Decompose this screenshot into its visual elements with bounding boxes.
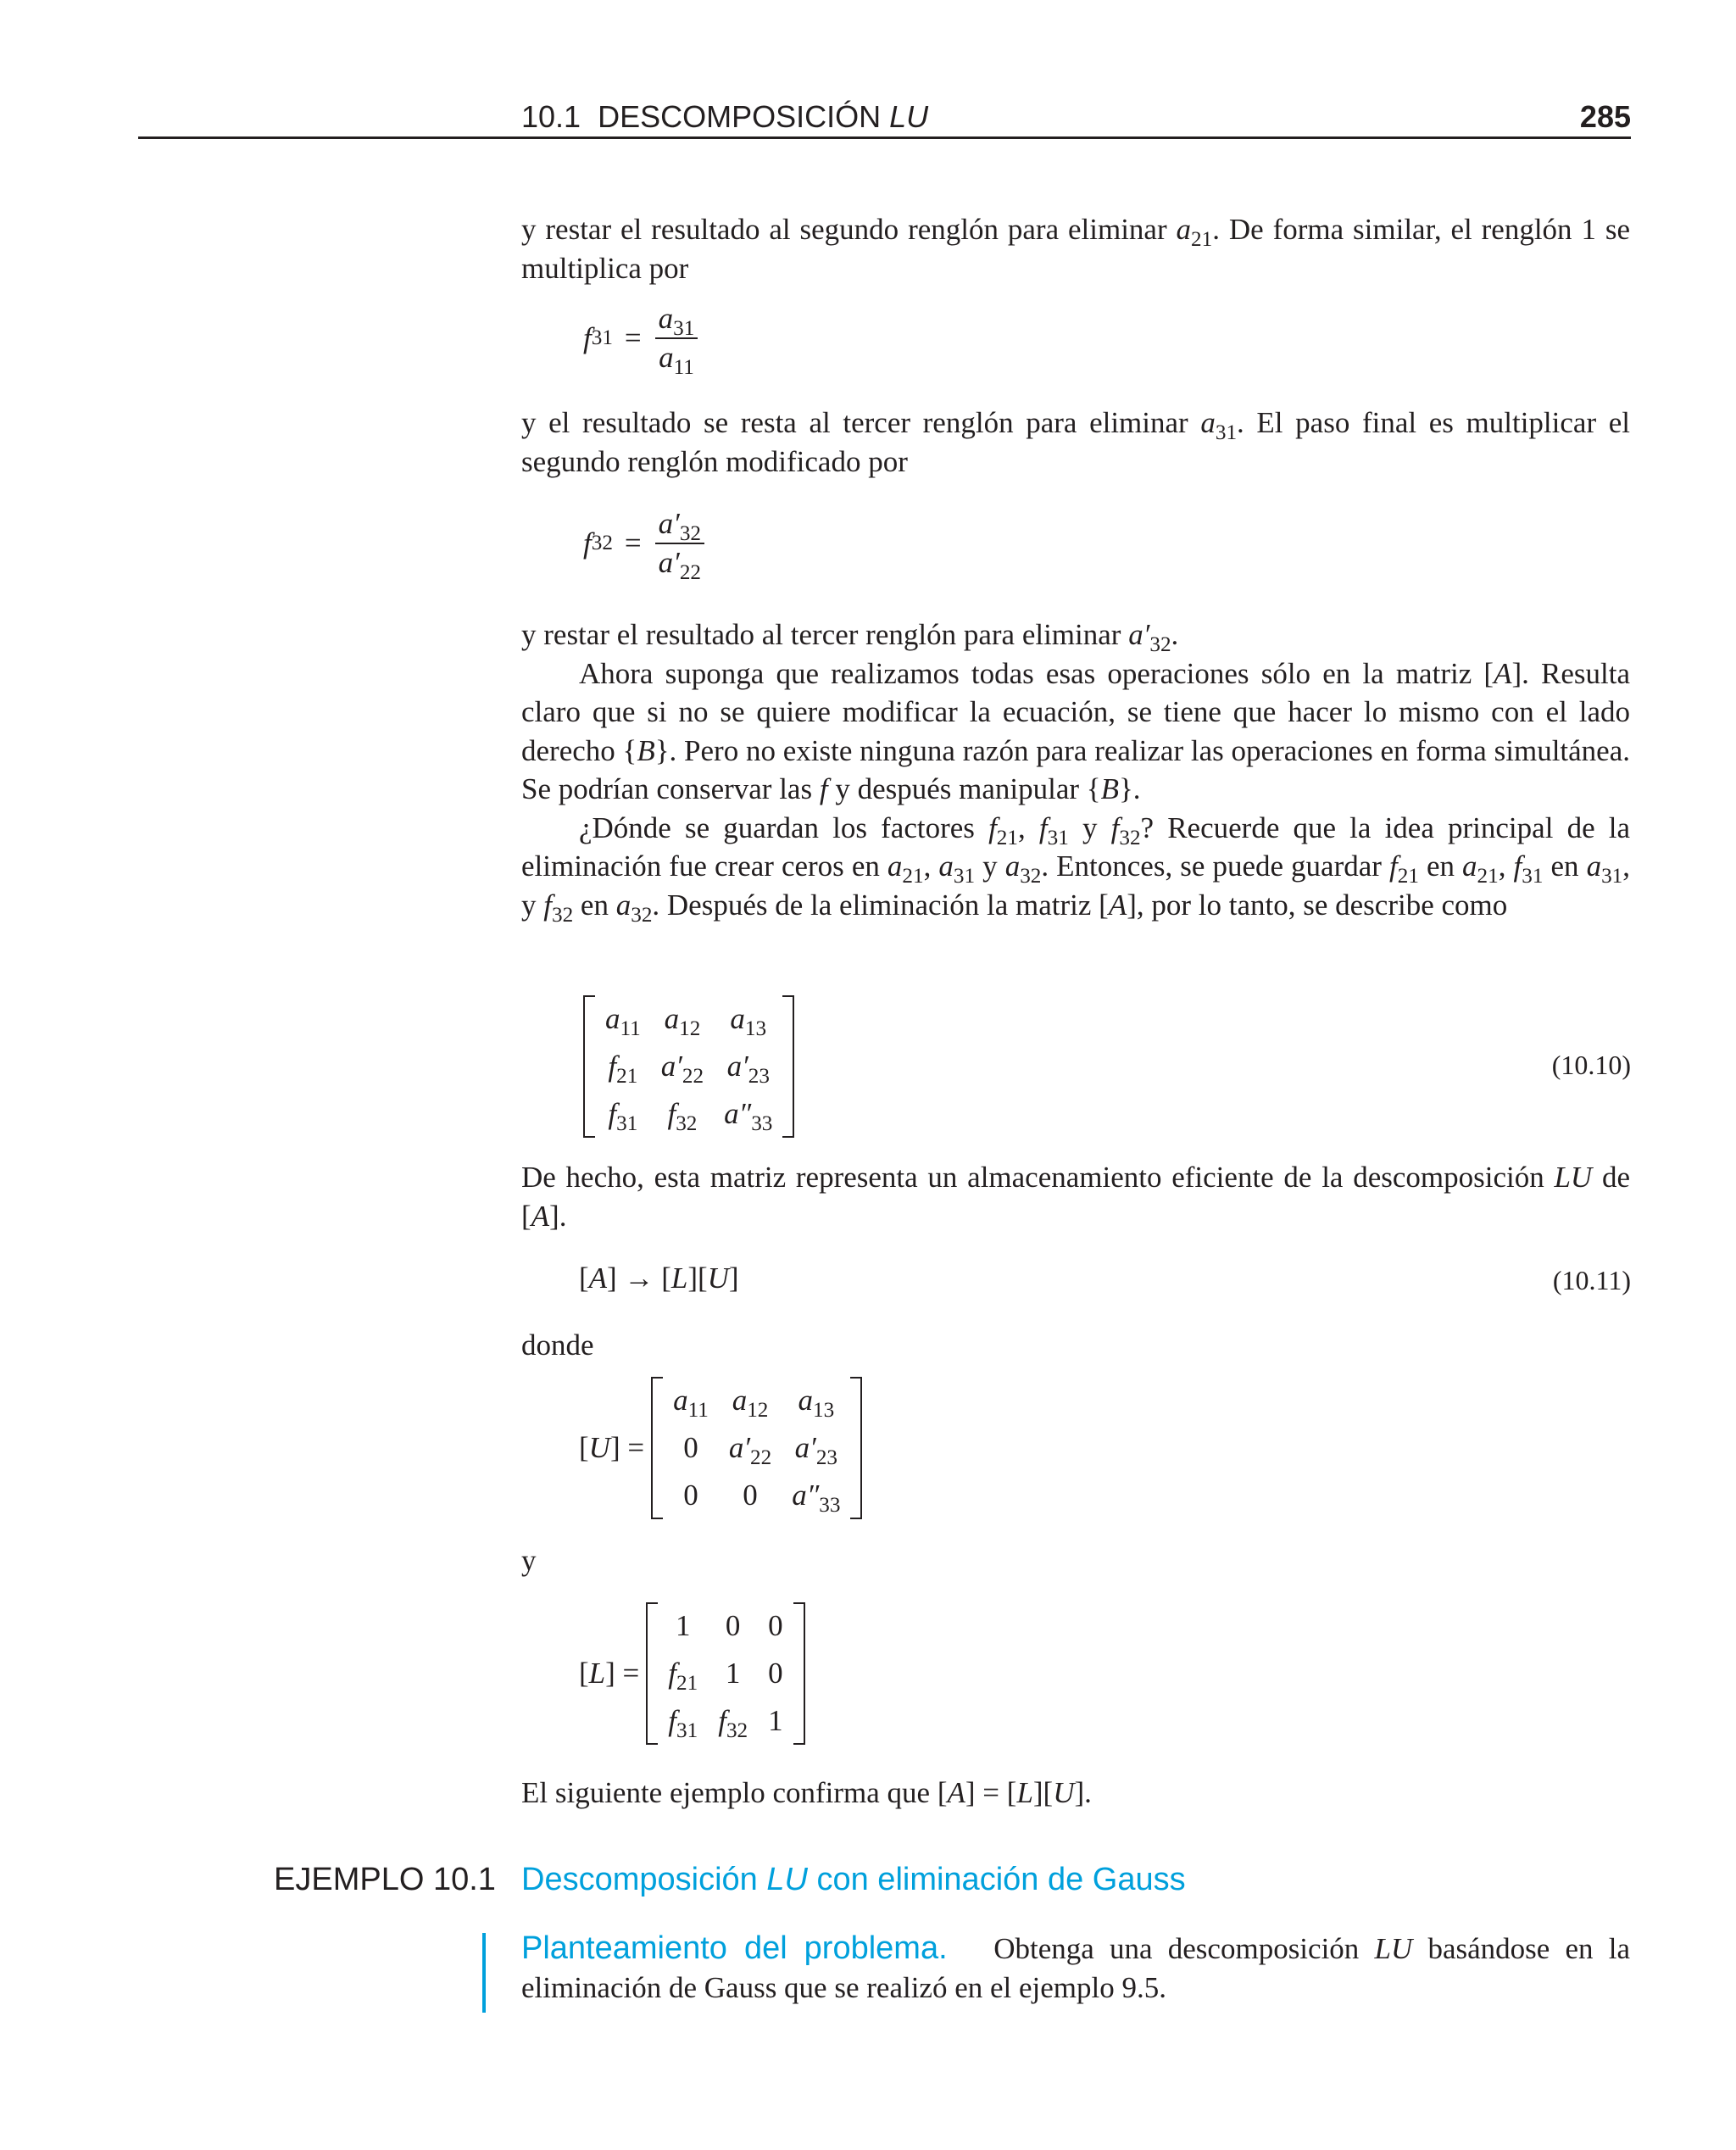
fraction: $\frac{a'_{32}}{a'_{22}}$	[655, 507, 704, 580]
equation-f32: f 32 = $\frac{a'_{32}}{a'_{22}}$	[583, 507, 704, 580]
paragraph-5: ¿Dónde se guardan los factores $f_{21}$, $f_{31}$ y $f_{32}$? Recuerde que la idea principal de la eliminación fue crear ceros en $a_{21}$, $a_{31}$ y $a_{32}$. Entonces, se puede guardar $f_{21}$ en $a_{21}$, $f_{31}$ en $a_{31}$, y $f_{32}$ en $a_{32}$. Después de la eliminación la matriz [A], por lo tanto, se describe como	[521, 810, 1631, 927]
paragraph-block	[521, 615, 1631, 927]
matrix-L-equation: [L] = 1 0 0 $f_{21}$ 1 0 $f_{31}$ $f_{32}$ 1	[579, 1602, 805, 1745]
equation-f31: f 31 = $\frac{a_{31}}{a_{11}}$	[583, 302, 698, 375]
statement-label: Planteamiento del problema.	[521, 1930, 948, 1966]
paragraph-2: y el resultado se resta al tercer renglón para eliminar $a_{31}$. El paso final es multiplicar el segundo renglón modificado por	[521, 406, 1630, 478]
example-side-bar	[482, 1933, 486, 2013]
section-title: DESCOMPOSICIÓN	[598, 99, 882, 134]
matrix-bracket: $a_{11}$ $a_{12}$ $a_{13}$ $f_{21}$ $a'_{22}$ $a'_{23}$ $f_{31}$ $f_{32}$ $a''_{33}$	[583, 995, 794, 1138]
donde-text: donde	[521, 1328, 594, 1362]
example-label: EJEMPLO 10.1	[274, 1862, 496, 1897]
example-statement: Planteamiento del problema. Obtenga una descomposición LU basándose en la eliminación de Gauss que se realizó en el ejemplo 9.5.	[521, 1930, 1630, 2004]
header-rule	[138, 136, 1631, 139]
equation-number-10-11: (10.11)	[1552, 1265, 1631, 1295]
matrix-bracket: $a_{11}$ $a_{12}$ $a_{13}$ 0 $a'_{22}$ $a'_{23}$ 0 0 $a''_{33}$	[651, 1377, 862, 1519]
page-number: 285	[1579, 99, 1631, 134]
paragraph-6: De hecho, esta matriz representa un almacenamiento eficiente de la descomposición LU de [A].	[521, 1161, 1630, 1233]
equation-number-10-10: (10.10)	[1551, 1050, 1631, 1080]
paragraph-1: y restar el resultado al segundo renglón para eliminar $a_{21}$. De forma similar, el renglón 1 se multiplica por	[521, 213, 1631, 285]
running-header	[521, 99, 928, 135]
y-conjunction: y	[521, 1544, 537, 1577]
paragraph-3: y restar el resultado al tercer renglón para eliminar $a'_{32}$.	[521, 618, 1179, 657]
fraction: $\frac{a_{31}}{a_{11}}$	[655, 302, 698, 375]
matrix-bracket: 1 0 0 $f_{21}$ 1 0 $f_{31}$ $f_{32}$ 1	[646, 1602, 804, 1745]
equation-10-11: [A] → [L][U]	[579, 1262, 739, 1295]
matrix-10-10	[576, 995, 794, 1145]
paragraph-7: El siguiente ejemplo confirma que [A] = [L][U].	[521, 1776, 1092, 1809]
example-title: Descomposición LU con eliminación de Gauss	[521, 1862, 1186, 1897]
matrix-U-equation: [U] = $a_{11}$ $a_{12}$ $a_{13}$ 0 $a'_{22}$ $a'_{23}$ 0 0 $a''_{33}$	[579, 1377, 862, 1519]
section-number: 10.1	[521, 99, 581, 134]
paragraph-4: Ahora suponga que realizamos todas esas operaciones sólo en la matriz [A]. Resulta claro que si no se quiere modificar la ecuación, se tiene que hacer lo mismo con el lado derecho {B}. Pero no existe ninguna razón para realizar las operaciones en forma simultánea. Se podrían conservar las f y después manipular {B}.	[521, 656, 1631, 805]
section-title-lu: LU	[889, 99, 929, 134]
